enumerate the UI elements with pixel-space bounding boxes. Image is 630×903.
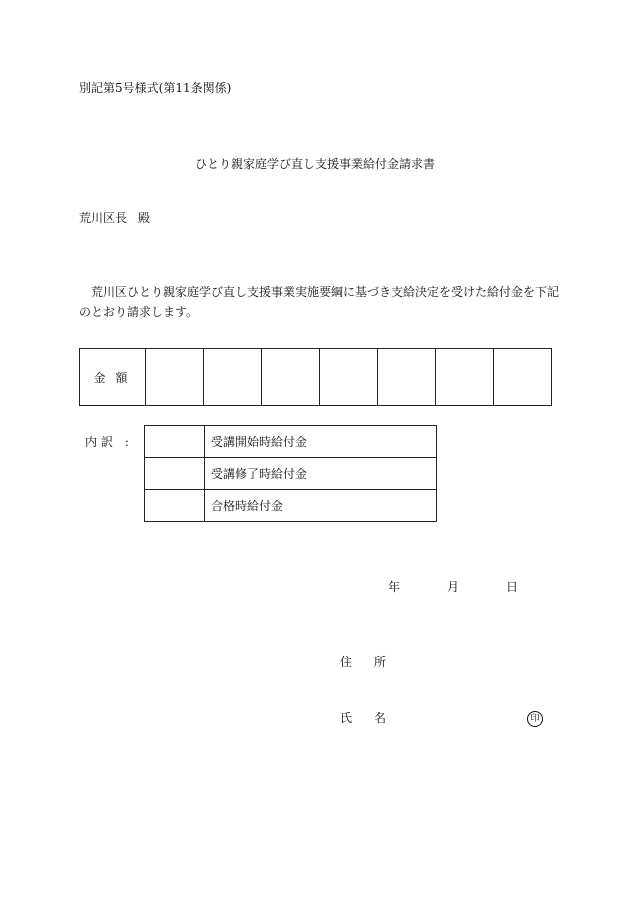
breakdown-table: [144, 425, 437, 522]
amount-table: [79, 348, 552, 406]
date-day-label: 日: [506, 580, 519, 594]
address-label: 住所: [340, 655, 409, 669]
form-reference: 別記第5号様式(第11条関係): [79, 81, 232, 95]
breakdown-item-name: 受講開始時給付金: [205, 426, 437, 458]
body-text-line-1: 荒川区ひとり親家庭学び直し支援事業実施要綱に基づき支給決定を受けた給付金を下記: [91, 285, 560, 299]
breakdown-amount-cell[interactable]: [145, 458, 205, 490]
amount-digit-cell[interactable]: [320, 349, 378, 405]
amount-digit-cell[interactable]: [436, 349, 494, 405]
table-row: [145, 458, 437, 490]
seal-mark: 印: [527, 711, 543, 727]
addressee-honorific: 殿: [138, 211, 151, 225]
body-text-line-2: のとおり請求します。: [79, 305, 199, 319]
table-row: [145, 490, 437, 522]
breakdown-amount-cell[interactable]: [145, 490, 205, 522]
amount-digit-cell[interactable]: [378, 349, 436, 405]
addressee: 荒川区長: [79, 211, 128, 225]
amount-label: 金額: [80, 349, 146, 405]
name-label: 氏名: [340, 711, 409, 725]
breakdown-amount-cell[interactable]: [145, 426, 205, 458]
breakdown-item-name: 合格時給付金: [205, 490, 437, 522]
breakdown-item-name: 受講修了時給付金: [205, 458, 437, 490]
breakdown-label: 内訳 :: [85, 435, 133, 449]
document-title: ひとり親家庭学び直し支援事業給付金請求書: [194, 157, 435, 171]
amount-digit-cell[interactable]: [262, 349, 320, 405]
date-year-label: 年: [388, 580, 401, 594]
amount-digit-cell[interactable]: [146, 349, 204, 405]
table-row: [145, 426, 437, 458]
date-month-label: 月: [447, 580, 460, 594]
amount-digit-cell[interactable]: [204, 349, 262, 405]
amount-digit-cell[interactable]: [494, 349, 551, 405]
